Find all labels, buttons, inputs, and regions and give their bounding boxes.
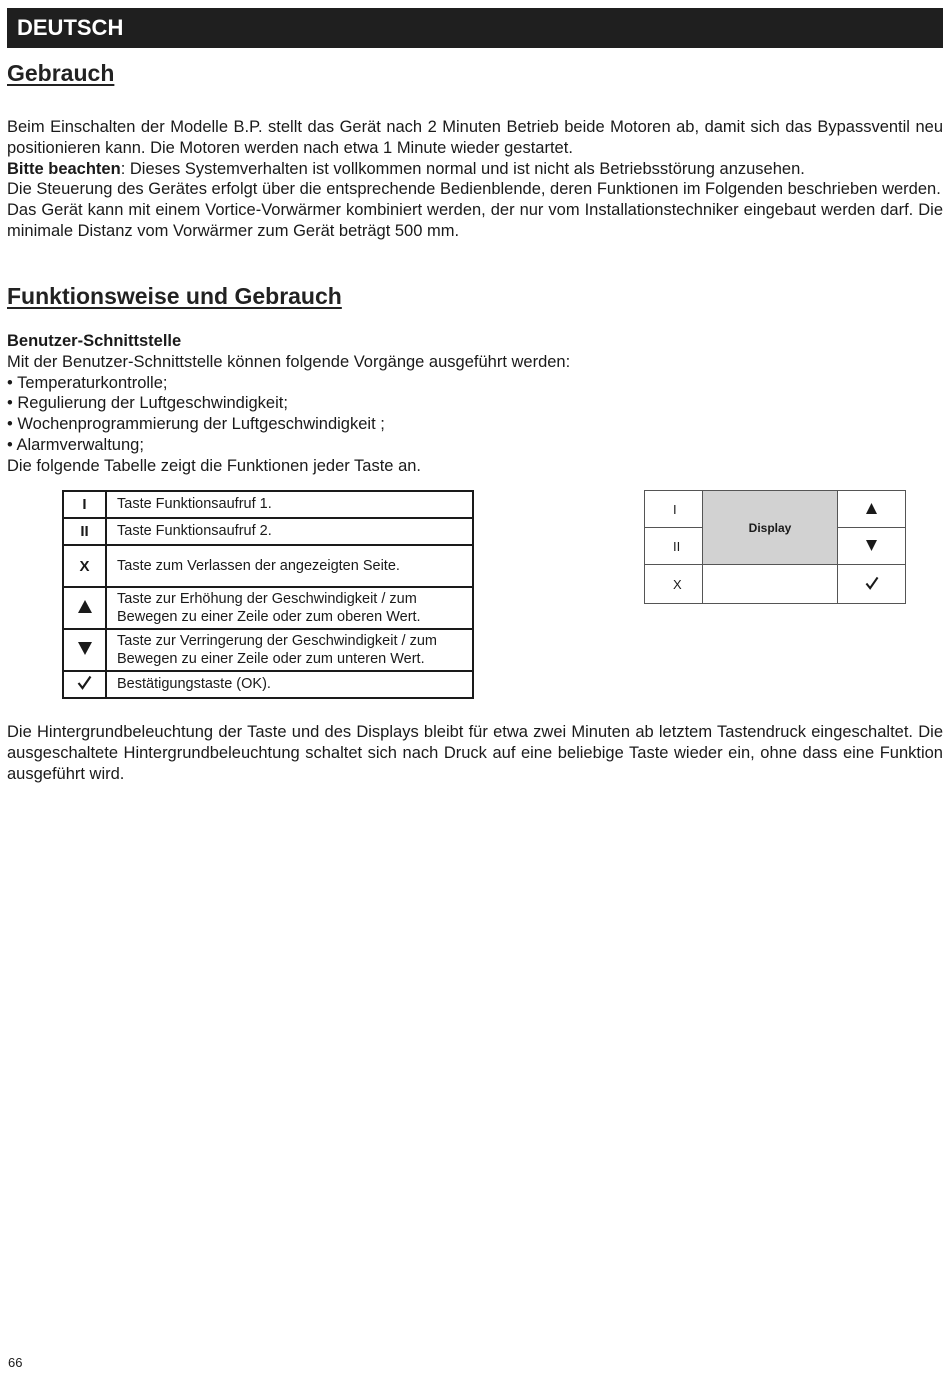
desc-cell: Taste Funktionsaufruf 2. xyxy=(106,518,473,545)
key-cell-1: I xyxy=(63,491,106,518)
key-cell-2: II xyxy=(63,518,106,545)
down-triangle-icon xyxy=(78,642,92,655)
usage-text-3: Das Gerät kann mit einem Vortice-Vorwärmer kombiniert werden, der nur vom Installationstechniker eingebaut werden darf. Die minimale Distanz vom Vorwärmer zum Gerät beträgt 500 mm. xyxy=(7,201,943,240)
desc-cell: Taste zum Verlassen der angezeigten Seite. xyxy=(106,545,473,587)
keypad-display: Display xyxy=(703,491,838,565)
table-row xyxy=(63,587,473,629)
table-row xyxy=(63,518,473,545)
list-item: • Wochenprogrammierung der Luftgeschwindigkeit ; xyxy=(7,415,385,434)
key-cell-up xyxy=(63,587,106,629)
function-intro: Mit der Benutzer-Schnittstelle können folgende Vorgänge ausgeführt werden: xyxy=(7,352,571,371)
desc-cell: Taste zur Erhöhung der Geschwindigkeit / zum Bewegen zu einer Zeile oder zum oberen Wert. xyxy=(106,587,473,629)
desc-cell: Bestätigungstaste (OK). xyxy=(106,671,473,698)
keypad-diagram xyxy=(644,490,906,604)
key-cell-ok xyxy=(63,671,106,698)
table-row xyxy=(63,491,473,518)
note-text: : Dieses Systemverhalten ist vollkommen normal und ist nicht als Betriebsstörung anzusehen. xyxy=(120,159,805,178)
keypad-key-2: II xyxy=(645,528,703,565)
up-triangle-icon xyxy=(78,600,92,613)
list-item: • Alarmverwaltung; xyxy=(7,435,144,454)
up-triangle-icon xyxy=(866,503,877,514)
backlight-paragraph: Die Hintergrundbeleuchtung der Taste und des Displays bleibt für etwa zwei Minuten ab letztem Tastendruck eingeschaltet. Die ausgeschaltete Hintergrundbeleuchtung schaltet sich nach Druck auf eine beliebige Taste wieder ein, ohne dass eine Funktion ausgeführt wird. xyxy=(7,723,943,783)
usage-paragraph xyxy=(7,117,943,242)
table-row xyxy=(63,545,473,587)
keypad-key-x: X xyxy=(645,565,703,604)
subsection-title: Benutzer-Schnittstelle xyxy=(7,332,182,350)
keypad-blank-cell xyxy=(703,565,838,604)
table-intro: Die folgende Tabelle zeigt die Funktionen jeder Taste an. xyxy=(7,456,422,475)
keypad-key-1: I xyxy=(645,491,703,528)
language-header: DEUTSCH xyxy=(7,8,943,48)
table-row xyxy=(63,671,473,698)
key-function-table xyxy=(62,490,474,699)
table-row xyxy=(63,629,473,671)
key-cell-x: X xyxy=(63,545,106,587)
keypad-ok-key xyxy=(838,565,906,604)
usage-text-1: Beim Einschalten der Modelle B.P. stellt das Gerät nach 2 Minuten Betrieb beide Motoren ab, damit sich das Bypassventil neu positionieren kann. Die Motoren werden nach etwa 1 Minute wieder gestartet. xyxy=(7,118,943,157)
keypad-row xyxy=(645,565,906,604)
page-number: 66 xyxy=(8,1355,23,1370)
desc-cell: Taste zur Verringerung der Geschwindigkeit / zum Bewegen zu einer Zeile oder zum unteren Wert. xyxy=(106,629,473,671)
usage-text-2: Die Steuerung des Gerätes erfolgt über die entsprechende Bedienblende, deren Funktionen im Folgenden beschrieben werden. xyxy=(7,180,941,199)
section-title-function: Funktionsweise und Gebrauch xyxy=(7,283,342,309)
function-block xyxy=(7,331,943,477)
keypad-up-key xyxy=(838,491,906,528)
list-item: • Temperaturkontrolle; xyxy=(7,373,168,392)
checkmark-icon xyxy=(77,675,92,690)
note-label: Bitte beachten xyxy=(7,159,121,178)
keypad-down-key xyxy=(838,528,906,565)
down-triangle-icon xyxy=(866,540,877,551)
function-list xyxy=(7,373,943,456)
keypad-row xyxy=(645,491,906,528)
key-cell-down xyxy=(63,629,106,671)
checkmark-icon xyxy=(865,576,879,590)
section-title-usage: Gebrauch xyxy=(7,60,115,86)
desc-cell: Taste Funktionsaufruf 1. xyxy=(106,491,473,518)
list-item: • Regulierung der Luftgeschwindigkeit; xyxy=(7,394,288,413)
